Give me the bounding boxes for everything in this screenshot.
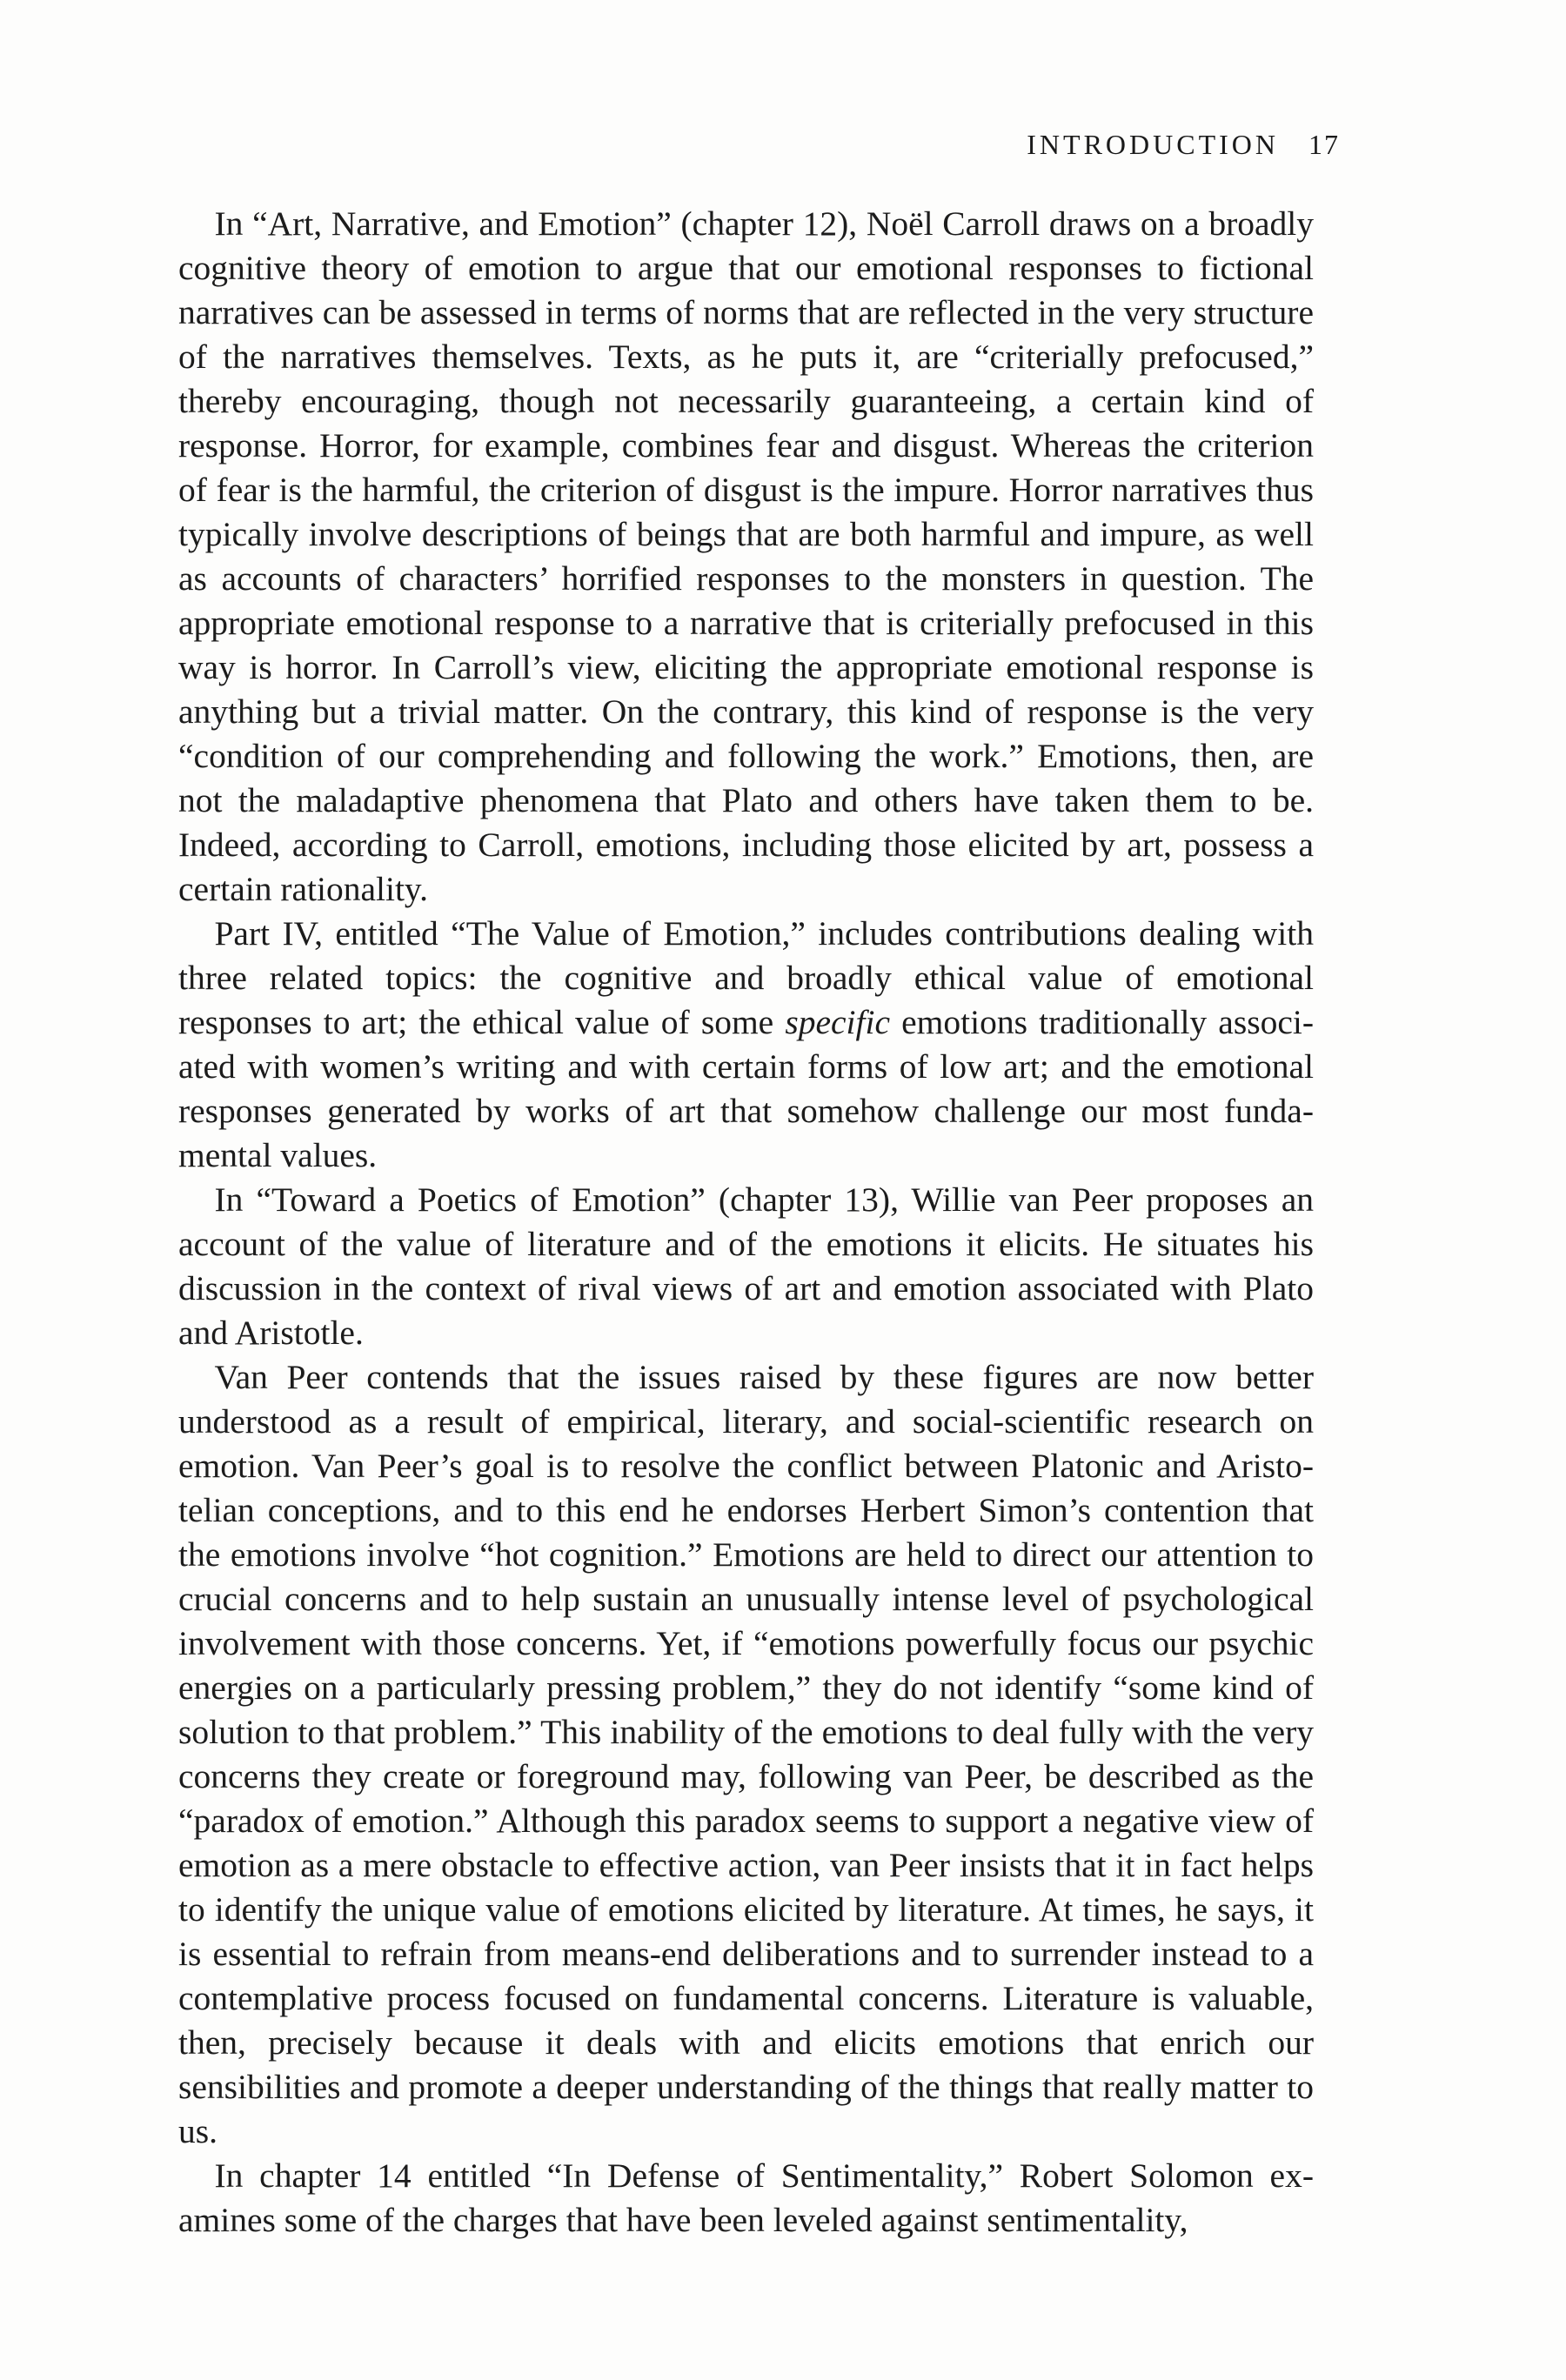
- paragraph-text: In chapter 14 entitled “In Defense of Sentimentality,” Robert Solomon examines some of the charges that have been leveled against sentimentality,: [178, 2156, 1314, 2239]
- page-number: 17: [1308, 129, 1340, 160]
- running-head: [992, 129, 1340, 161]
- paragraph-carroll: [178, 202, 1314, 912]
- paragraph-text: Part IV, entitled “The Value of Emotion,” includes contributions dealing with three related topics: the cognitive and broadly ethical value of emotional responses to art; the ethical value of some: [178, 914, 1314, 1041]
- paragraph-solomon: [178, 2154, 1314, 2243]
- paragraph-text: Van Peer contends that the issues raised by these figures are now better understood as a result of empirical, literary, and social-scientific research on emotion. Van Peer’s goal is to resolve the conflict between Platonic and Aristotelian conceptions, and to this end he endorses Herbert Simon’s contention that the emotions involve “hot cognition.” Emotions are held to direct our attention to crucial concerns and to help sustain an unusually intense level of psychological involvement with those concerns. Yet, if “emotions powerfully focus our psychic energies on a particularly pressing problem,” they do not identify “some kind of solution to that problem.” This inability of the emotions to deal fully with the very concerns they create or foreground may, following van Peer, be described as the “paradox of emotion.” Although this paradox seems to support a negative view of emotion as a mere obstacle to effective action, van Peer insists that it in fact helps to identify the unique value of emotions elicited by literature. At times, he says, it is essential to refrain from means-end deliberations and to surrender instead to a contemplative process focused on fundamental concerns. Literature is valuable, then, precisely because it deals with and elicits emotions that enrich our sensibilities and promote a deeper understanding of the things that really matter to us.: [178, 1358, 1314, 2150]
- running-head-title: INTRODUCTION: [1027, 129, 1279, 160]
- paragraph-text: emotions traditionally associated with women’s writing and with certain forms of low art; and the emotional responses generated by works of art that somehow challenge our most fundamental values.: [178, 1003, 1314, 1174]
- emphasis-text: specific: [785, 1003, 891, 1041]
- paragraph-van-peer-poetics: [178, 1178, 1314, 1355]
- paragraph-text: In “Toward a Poetics of Emotion” (chapter 13), Willie van Peer proposes an account of the value of literature and of the emotions it elicits. He situates his discussion in the context of rival views of art and emotion associated with Plato and Aristotle.: [178, 1180, 1314, 1352]
- body-text: [178, 202, 1314, 2243]
- paragraph-part-iv: [178, 912, 1314, 1178]
- paragraph-van-peer-contends: [178, 1355, 1314, 2154]
- paragraph-text: In “Art, Narrative, and Emotion” (chapter 12), Noël Carroll draws on a broadly cognitive theory of emotion to argue that our emotional responses to fictional narratives can be assessed in terms of norms that are reflected in the very structure of the narratives themselves. Texts, as he puts it, are “criterially prefocused,” thereby encouraging, though not necessarily guaranteeing, a certain kind of response. Horror, for example, combines fear and disgust. Whereas the criterion of fear is the harmful, the criterion of disgust is the impure. Horror narratives thus typically involve descriptions of beings that are both harmful and impure, as well as accounts of characters’ horrified responses to the monsters in question. The appropriate emotional response to a narrative that is criterially prefocused in this way is horror. In Carroll’s view, eliciting the appropriate emotional response is anything but a trivial matter. On the contrary, this kind of response is the very “condition of our comprehending and following the work.” Emotions, then, are not the maladaptive phenomena that Plato and others have taken them to be. Indeed, according to Carroll, emotions, including those elicited by art, possess a certain rationality.: [178, 204, 1314, 908]
